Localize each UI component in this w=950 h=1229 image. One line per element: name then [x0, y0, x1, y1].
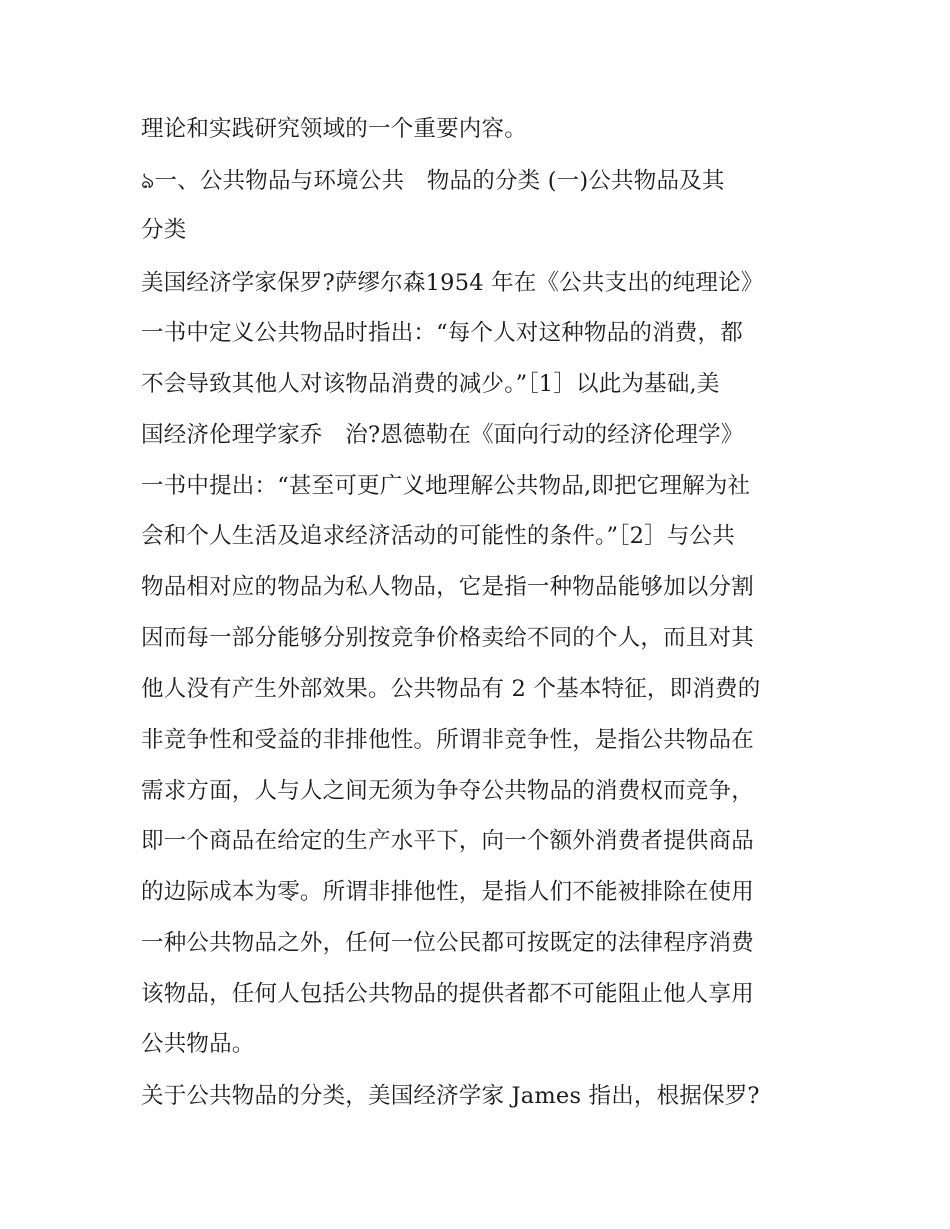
text-line-11: 因而每一部分能够分别按竞争价格卖给不同的个人，而且对其 — [141, 625, 754, 651]
text-line-15: 即一个商品在给定的生产水平下，向一个额外消费者提供商品 — [141, 828, 754, 854]
text-line-7: 国经济伦理学家乔 治?恩德勒在《面向行动的经济伦理学》 — [141, 422, 744, 448]
text-line-16: 的边际成本为零。所谓非排他性，是指人们不能被排除在使用 — [141, 879, 754, 905]
text-line-13: 非竞争性和受益的非排他性。所谓非竞争性，是指公共物品在 — [141, 727, 754, 753]
text-line-8: 一书中提出：“甚至可更广义地理解公共物品,即把它理解为社 — [141, 473, 751, 499]
section-heading-line — [141, 166, 821, 197]
text-line-19: 公共物品。 — [141, 1031, 255, 1057]
text-line-12: 他人没有产生外部效果。公共物品有 2 个基本特征，即消费的 — [141, 676, 761, 702]
text-line-10: 物品相对应的物品为私人物品，它是指一种物品能够加以分割 — [141, 574, 754, 600]
section-heading-line-2: 分类 — [141, 217, 187, 243]
text-line-6: 不会导致其他人对该物品消费的减少。”［1］以此为基础,美 — [141, 371, 720, 397]
text-line-18: 该物品，任何人包括公共物品的提供者都不可能阻止他人享用 — [141, 981, 754, 1007]
text-line-17: 一种公共物品之外，任何一位公民都可按既定的法律程序消费 — [141, 930, 754, 956]
text-line-5: 一书中定义公共物品时指出：“每个人对这种物品的消费，都 — [141, 320, 743, 346]
section-heading-text: 一、公共物品与环境公共 物品的分类 (一)公共物品及其 — [154, 168, 725, 194]
text-line-9: 会和个人生活及追求经济活动的可能性的条件。”［2］与公共 — [141, 523, 735, 549]
text-line-4: 美国经济学家保罗?萨缪尔森1954 年在《公共支出的纯理论》 — [141, 270, 764, 296]
heading-ornament-icon: ঌ — [141, 169, 155, 194]
text-line-14: 需求方面，人与人之间无须为争夺公共物品的消费权而竞争， — [141, 778, 754, 804]
text-line-20: 关于公共物品的分类，美国经济学家 James 指出，根据保罗? — [141, 1083, 760, 1109]
text-line-1: 理论和实践研究领域的一个重要内容。 — [141, 116, 527, 142]
